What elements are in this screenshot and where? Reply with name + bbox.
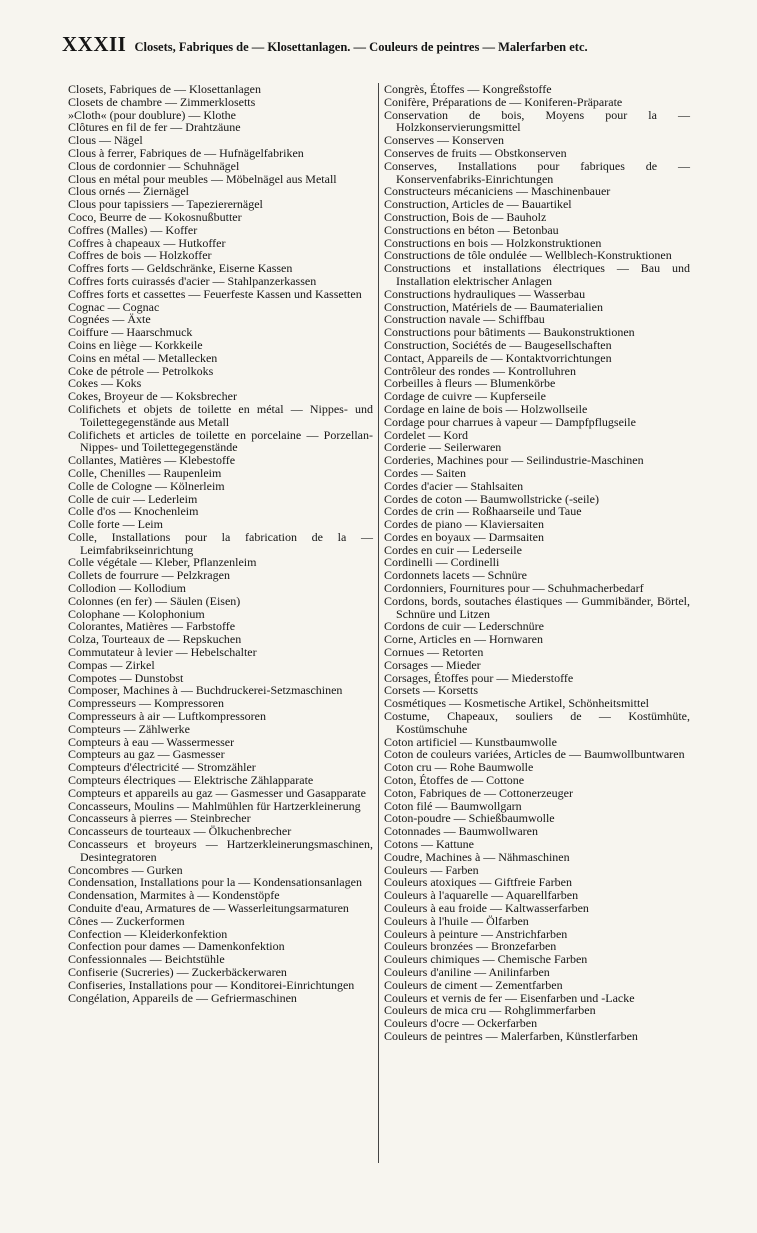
index-entry: Constructions pour bâtiments — Baukonstruktionen — [384, 325, 635, 340]
index-entry: Colle de cuir — Lederleim — [68, 491, 198, 506]
index-entry: Couleurs de peintres — Malerfarben, Künstlerfarben — [384, 1028, 638, 1043]
index-entry: Cordage pour charrues à vapeur — Dampfpflugseile — [384, 414, 636, 429]
index-entry: Coffres à chapeaux — Hutkoffer — [68, 235, 226, 250]
index-entry: Contrôleur des rondes — Kontrolluhren — [384, 363, 576, 378]
index-entry: Construction, Sociétés de — Baugesellschaften — [384, 337, 612, 352]
index-entry: Cokes, Broyeur de — Koksbrecher — [68, 389, 237, 404]
index-entry: Cordonnets lacets — Schnüre — [384, 568, 527, 583]
index-entry: Conifère, Préparations de — Koniferen-Präparate — [384, 94, 623, 109]
index-entry: Cornues — Retorten — [384, 645, 484, 660]
index-entry: Colle forte — Leim — [68, 517, 163, 532]
index-entry: Colle, Chenilles — Raupenleim — [68, 465, 222, 480]
column-divider — [378, 83, 379, 1163]
index-entry: Confessionnales — Beichtstühle — [68, 952, 225, 967]
index-entry: Coton-poudre — Schießbaumwolle — [384, 811, 555, 826]
index-entry: Clous pour tapissiers — Tapezierernägel — [68, 197, 263, 212]
index-entry: Collets de fourrure — Pelzkragen — [68, 568, 230, 583]
index-entry: Compas — Zirkel — [68, 657, 155, 672]
index-entry: Collodion — Kollodium — [68, 581, 187, 596]
index-entry: Concasseurs de tourteaux — Ölkuchenbrecher — [68, 824, 292, 839]
index-entry: Coton artificiel — Kunstbaumwolle — [384, 734, 557, 749]
index-entry: Corne, Articles en — Hornwaren — [384, 632, 543, 647]
index-entry: Confection — Kleiderkonfektion — [68, 926, 228, 941]
index-entry: Construction, Matériels de — Baumaterialien — [384, 299, 603, 314]
index-entry: Coffres forts — Geldschränke, Eiserne Kassen — [68, 261, 293, 276]
index-entry: Conduite d'eau, Armatures de — Wasserleitungsarmaturen — [68, 901, 349, 915]
index-entry: Coffres de bois — Holzkoffer — [68, 248, 212, 263]
index-entry: Coiffure — Haarschmuck — [68, 325, 193, 340]
index-entry: Clous ornés — Ziernägel — [68, 184, 189, 199]
index-entry: Concasseurs, Moulins — Mahlmühlen für Hartzerkleinerung — [68, 798, 361, 813]
index-entry: Corbeilles à fleurs — Blumenkörbe — [384, 376, 556, 391]
left-column — [68, 83, 373, 1004]
index-entry: Cordons de cuir — Lederschnüre — [384, 619, 544, 634]
index-entry: Cognées — Äxte — [68, 312, 151, 327]
index-entry: Compteurs à eau — Wassermesser — [68, 734, 235, 749]
index-entry: Coton, Étoffes de — Cottone — [384, 773, 525, 788]
index-entry: Cordage en laine de bois — Holzwollseile — [384, 401, 588, 416]
index-entry: Colophane — Kolophonium — [68, 606, 205, 621]
index-entry: Composer, Machines à — Buchdruckerei-Setzmaschinen — [68, 683, 343, 698]
index-entry: Colza, Tourteaux de — Repskuchen — [68, 632, 242, 647]
index-entry: Colle végétale — Kleber, Pflanzenleim — [68, 555, 257, 570]
index-entry: Colifichets et objets de toilette en métal — Nippes- und Toilettegegenstände aus Metall — [68, 401, 373, 429]
index-entry: Coton, Fabriques de — Cottonerzeuger — [384, 785, 573, 800]
index-entry: Compotes — Dunstobst — [68, 670, 184, 685]
index-entry: Concasseurs et broyeurs — Hartzerkleinerungsmaschinen, Desintegratoren — [68, 837, 373, 864]
index-entry: Couleurs et vernis de fer — Eisenfarben und -Lacke — [384, 990, 635, 1005]
index-entry: Costume, Chapeaux, souliers de — Kostümhüte, Kostümschuhe — [384, 709, 690, 736]
index-entry: Coton de couleurs variées, Articles de — Baumwollbuntwaren — [384, 747, 685, 762]
index-entry: Cordes de crin — Roßhaarseile und Taue — [384, 504, 582, 519]
index-entry: Congrès, Étoffes — Kongreßstoffe — [384, 82, 552, 96]
index-entry: Couleurs à l'huile — Ölfarben — [384, 913, 529, 928]
index-entry: Clous — Nägel — [68, 133, 143, 148]
index-entry: Compteurs et appareils au gaz — Gasmesser und Gasapparate — [68, 785, 366, 800]
index-entry: Cordes de piano — Klaviersaiten — [384, 517, 544, 532]
index-entry: Coins en liège — Korkkeile — [68, 337, 203, 352]
index-entry: Cokes — Koks — [68, 376, 142, 391]
index-entry: Corsages — Mieder — [384, 657, 481, 672]
index-entry: Couleurs à l'aquarelle — Aquarellfarben — [384, 888, 579, 903]
index-entry: Corderies, Machines pour — Seilindustrie-Maschinen — [384, 453, 644, 468]
index-entry: Cordage de cuivre — Kupferseile — [384, 389, 546, 404]
index-entry: Couleurs d'ocre — Ockerfarben — [384, 1016, 538, 1031]
index-entry: Construction, Bois de — Bauholz — [384, 209, 547, 224]
index-entry: Coton cru — Rohe Baumwolle — [384, 760, 534, 775]
index-entry: Constructeurs mécaniciens — Maschinenbauer — [384, 184, 611, 199]
index-entry: Cordes d'acier — Stahlsaiten — [384, 478, 524, 493]
index-entry: Cosmétiques — Kosmetische Artikel, Schönheitsmittel — [384, 696, 649, 711]
index-entry: Compresseurs — Kompressoren — [68, 696, 224, 711]
index-entry: »Cloth« (pour doublure) — Klothe — [68, 107, 236, 122]
index-entry: Condensation, Marmites à — Kondenstöpfe — [68, 888, 280, 903]
index-entry: Couleurs de ciment — Zementfarben — [384, 977, 563, 992]
index-entry: Couleurs — Farben — [384, 862, 479, 877]
index-entry: Closets de chambre — Zimmerklosetts — [68, 94, 256, 109]
index-entry: Compresseurs à air — Luftkompressoren — [68, 709, 266, 724]
index-entry: Cordelet — Kord — [384, 427, 468, 442]
index-entry: Corsets — Korsetts — [384, 683, 478, 698]
index-entry: Coke de pétrole — Petrolkoks — [68, 363, 214, 378]
index-entry: Condensation, Installations pour la — Kondensationsanlagen — [68, 875, 362, 890]
index-entry: Concasseurs à pierres — Steinbrecher — [68, 811, 251, 826]
index-entry: Coudre, Machines à — Nähmaschinen — [384, 849, 570, 864]
index-entry: Compteurs d'électricité — Stromzähler — [68, 760, 256, 775]
index-entry: Conserves, Installations pour fabriques de — Konservenfabriks-Einrichtungen — [384, 158, 690, 186]
index-entry: Coton filé — Baumwollgarn — [384, 798, 522, 813]
index-entry: Compteurs électriques — Elektrische Zählapparate — [68, 773, 314, 788]
index-entry: Confiserie (Sucreries) — Zuckerbäckerwaren — [68, 964, 287, 979]
index-entry: Corsages, Étoffes pour — Miederstoffe — [384, 670, 574, 685]
index-entry: Constructions et installations électriques — Bau und Installation elektrischer Anlagen — [384, 261, 690, 288]
index-entry: Coffres forts cuirassés d'acier — Stahlpanzerkassen — [68, 273, 317, 288]
index-entry: Cotons — Kattune — [384, 837, 474, 852]
page-number: XXXII — [62, 32, 127, 56]
index-entry: Concombres — Gurken — [68, 862, 183, 877]
right-column — [384, 83, 690, 1043]
index-entry: Cordons, bords, soutaches élastiques — Gummibänder, Börtel, Schnüre und Litzen — [384, 593, 690, 621]
page-header — [62, 32, 702, 62]
index-entry: Confiseries, Installations pour — Konditorei-Einrichtungen — [68, 977, 355, 992]
index-entry: Conserves de fruits — Obstkonserven — [384, 145, 567, 160]
index-entry: Clôtures en fil de fer — Drahtzäune — [68, 120, 241, 135]
running-title: Closets, Fabriques de — Klosettanlagen. — Couleurs de peintres — Malerfarben etc. — [134, 40, 588, 54]
index-entry: Couleurs d'aniline — Anilinfarben — [384, 964, 550, 979]
index-entry: Colonnes (en fer) — Säulen (Eisen) — [68, 593, 241, 608]
index-entry: Colle de Cologne — Kölnerleim — [68, 478, 225, 493]
index-entry: Clous de cordonnier — Schuhnägel — [68, 158, 240, 173]
index-entry: Colle, Installations pour la fabrication de la — Leimfabrikseinrichtung — [68, 529, 373, 557]
index-entry: Constructions hydrauliques — Wasserbau — [384, 286, 586, 301]
index-entry: Constructions de tôle ondulée — Wellblech-Konstruktionen — [384, 248, 672, 263]
index-entry: Compteurs — Zählwerke — [68, 721, 190, 736]
index-entry: Confection pour dames — Damenkonfektion — [68, 939, 285, 954]
index-entry: Cordonniers, Fournitures pour — Schuhmacherbedarf — [384, 581, 644, 596]
index-entry: Clous à ferrer, Fabriques de — Hufnägelfabriken — [68, 145, 304, 160]
index-entry: Clous en métal pour meubles — Möbelnägel aus Metall — [68, 171, 337, 186]
index-entry: Cordes en cuir — Lederseile — [384, 542, 522, 557]
index-entry: Colle d'os — Knochenleim — [68, 504, 199, 519]
index-entry: Coffres forts et cassettes — Feuerfeste Kassen und Kassetten — [68, 286, 362, 301]
index-entry: Couleurs bronzées — Bronzefarben — [384, 939, 557, 954]
index-entry: Congélation, Appareils de — Gefriermaschinen — [68, 990, 297, 1005]
index-entry: Construction navale — Schiffbau — [384, 312, 545, 327]
index-entry: Cordes — Saiten — [384, 465, 466, 480]
index-entry: Colifichets et articles de toilette en porcelaine — Porzellan-Nippes- und Toilettegegenstände — [68, 427, 373, 455]
index-entry: Cônes — Zuckerformen — [68, 913, 185, 928]
index-entry: Coins en métal — Metallecken — [68, 350, 218, 365]
index-entry: Colorantes, Matières — Farbstoffe — [68, 619, 236, 634]
index-entry: Couleurs atoxiques — Giftfreie Farben — [384, 875, 572, 890]
index-entry: Coffres (Malles) — Koffer — [68, 222, 198, 237]
index-entry: Conservation de bois, Moyens pour la — Holzkonservierungsmittel — [384, 107, 690, 135]
index-entry: Closets, Fabriques de — Klosettanlagen — [68, 82, 261, 96]
index-entry: Constructions en béton — Betonbau — [384, 222, 559, 237]
index-entry: Couleurs de mica cru — Rohglimmerfarben — [384, 1003, 596, 1018]
index-entry: Cognac — Cognac — [68, 299, 160, 314]
index-entry: Contact, Appareils de — Kontaktvorrichtungen — [384, 350, 612, 365]
index-entry: Constructions en bois — Holzkonstruktionen — [384, 235, 602, 250]
index-entry: Cordinelli — Cordinelli — [384, 555, 500, 570]
index-entry: Compteurs au gaz — Gasmesser — [68, 747, 225, 762]
index-entry: Couleurs à eau froide — Kaltwasserfarben — [384, 901, 589, 915]
index-entry: Corderie — Seilerwaren — [384, 440, 502, 455]
index-entry: Cordes en boyaux — Darmsaiten — [384, 529, 544, 544]
index-entry: Cotonnades — Baumwollwaren — [384, 824, 538, 839]
index-entry: Couleurs à peinture — Anstrichfarben — [384, 926, 568, 941]
index-entry: Coco, Beurre de — Kokosnußbutter — [68, 209, 242, 224]
index-entry: Construction, Articles de — Bauartikel — [384, 197, 572, 212]
index-entry: Commutateur à levier — Hebelschalter — [68, 645, 257, 660]
index-entry: Collantes, Matières — Klebestoffe — [68, 453, 236, 468]
index-entry: Cordes de coton — Baumwollstricke (-seile) — [384, 491, 599, 506]
index-entry: Couleurs chimiques — Chemische Farben — [384, 952, 588, 967]
index-entry: Conserves — Konserven — [384, 133, 504, 148]
